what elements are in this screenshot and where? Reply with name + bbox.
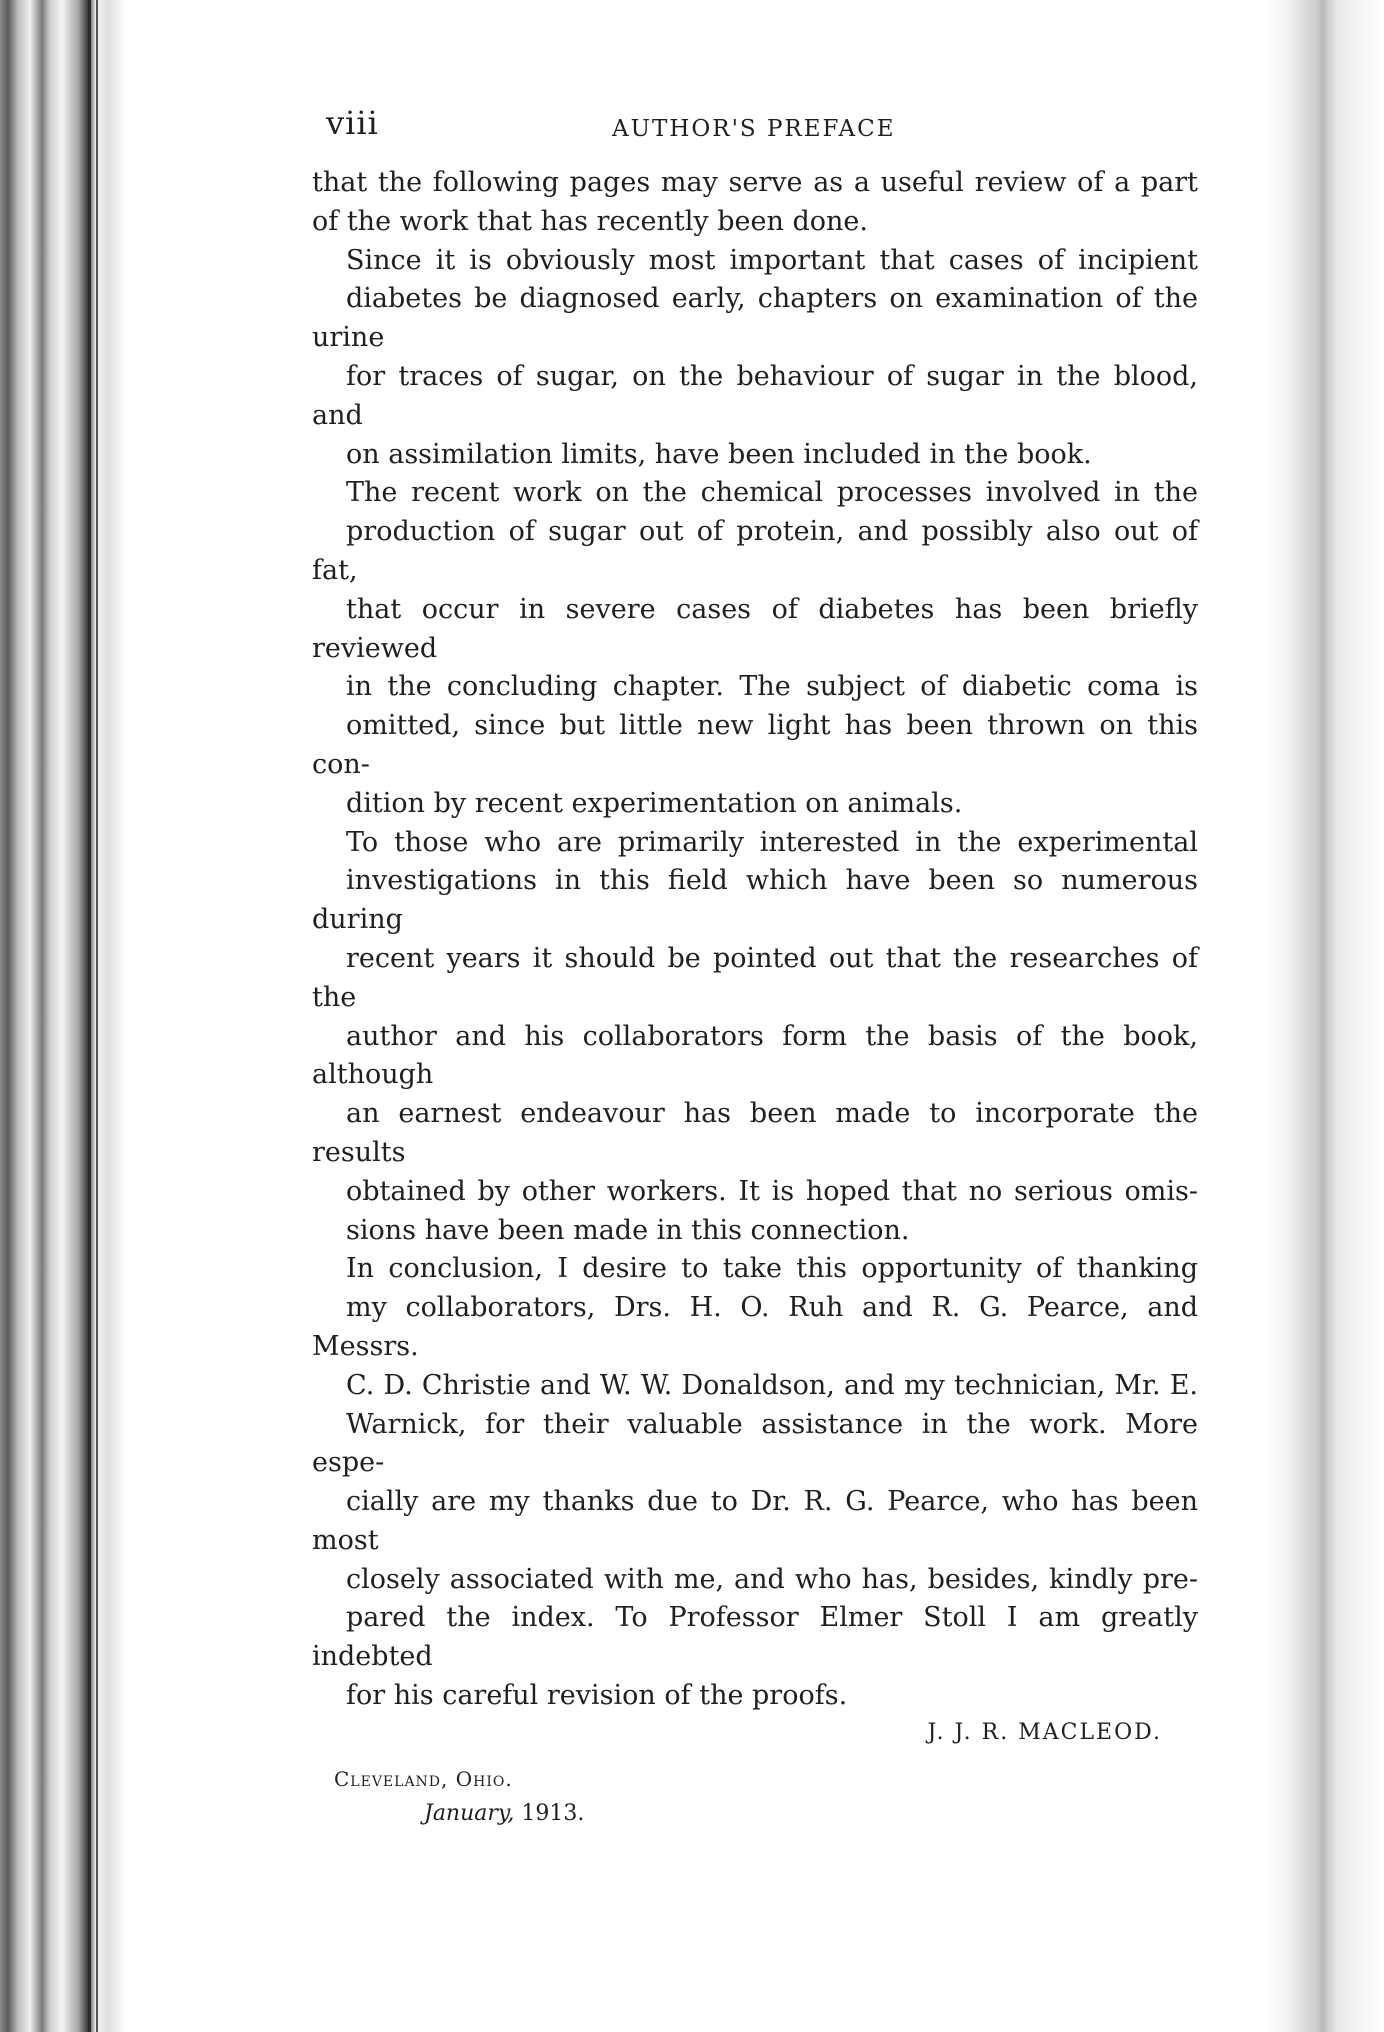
text-line: that the following pages may serve as a useful review of a part xyxy=(312,167,1198,198)
text-line: investigations in this field which have been so numerous during xyxy=(312,865,1198,936)
text-line: dition by recent experimentation on animals. xyxy=(346,787,963,819)
paragraph xyxy=(312,164,1198,242)
text-line: an earnest endeavour has been made to incorporate the results xyxy=(312,1098,1198,1168)
binding-line xyxy=(96,0,98,2032)
text-line: Warnick, for their valuable assistance in the work. More espe- xyxy=(312,1408,1198,1479)
text-line: production of sugar out of protein, and possibly also out of fat, xyxy=(312,516,1198,586)
preface-body xyxy=(312,164,1198,1716)
place-line: Cleveland, Ohio. xyxy=(334,1766,513,1791)
text-line: for his careful revision of the proofs. xyxy=(346,1680,848,1712)
binding-line xyxy=(88,0,91,2032)
paragraph xyxy=(312,242,1198,475)
running-title: AUTHOR'S PREFACE xyxy=(612,116,896,142)
page-curl-edge xyxy=(1268,0,1384,2032)
book-binding-edge xyxy=(0,0,125,2032)
text-line: Since it is obviously most important that cases of incipient xyxy=(346,244,1198,276)
page-curl-shadow xyxy=(1316,0,1330,2032)
text-line: pared the index. To Professor Elmer Stoll I am greatly indebted xyxy=(312,1602,1198,1673)
page-number: viii xyxy=(326,104,379,142)
paragraph xyxy=(312,824,1198,1251)
text-line: closely associated with me, and who has, besides, kindly pre- xyxy=(346,1563,1198,1595)
text-line: author and his collaborators form the basis of the book, although xyxy=(312,1020,1198,1091)
date-year: 1913. xyxy=(521,1800,585,1826)
text-line: To those who are primarily interested in the experimental xyxy=(346,826,1198,858)
text-line: my collaborators, Drs. H. O. Ruh and R. G. Pearce, and Messrs. xyxy=(312,1292,1198,1362)
text-line: of the work that has recently been done. xyxy=(312,205,868,237)
book-page xyxy=(312,100,1212,1826)
text-line: for traces of sugar, on the behaviour of sugar in the blood, and xyxy=(312,360,1198,431)
text-line: C. D. Christie and W. W. Donaldson, and my technician, Mr. E. xyxy=(346,1369,1198,1401)
text-line: In conclusion, I desire to take this opportunity of thanking xyxy=(346,1253,1198,1285)
paragraph xyxy=(312,474,1198,823)
text-line: on assimilation limits, have been included in the book. xyxy=(346,438,1092,470)
text-line: diabetes be diagnosed early, chapters on examination of the urine xyxy=(312,283,1198,354)
text-line: obtained by other workers. It is hoped that no serious omis- xyxy=(346,1175,1198,1207)
text-line: that occur in severe cases of diabetes has been briefly reviewed xyxy=(312,593,1198,664)
running-head xyxy=(312,100,1212,164)
text-line: recent years it should be pointed out that the researches of the xyxy=(312,942,1198,1013)
text-line: cially are my thanks due to Dr. R. G. Pearce, who has been most xyxy=(312,1486,1198,1556)
author-signature: J. J. R. MACLEOD. xyxy=(927,1719,1162,1745)
text-line: The recent work on the chemical processes involved in the xyxy=(346,477,1198,509)
text-line: in the concluding chapter. The subject of diabetic coma is xyxy=(346,671,1198,703)
date-month: January, xyxy=(424,1800,515,1826)
text-line: omitted, since but little new light has been thrown on this con- xyxy=(312,710,1198,780)
text-line: sions have been made in this connection. xyxy=(346,1214,910,1246)
paragraph xyxy=(312,1250,1198,1716)
date-line xyxy=(424,1801,1212,1826)
